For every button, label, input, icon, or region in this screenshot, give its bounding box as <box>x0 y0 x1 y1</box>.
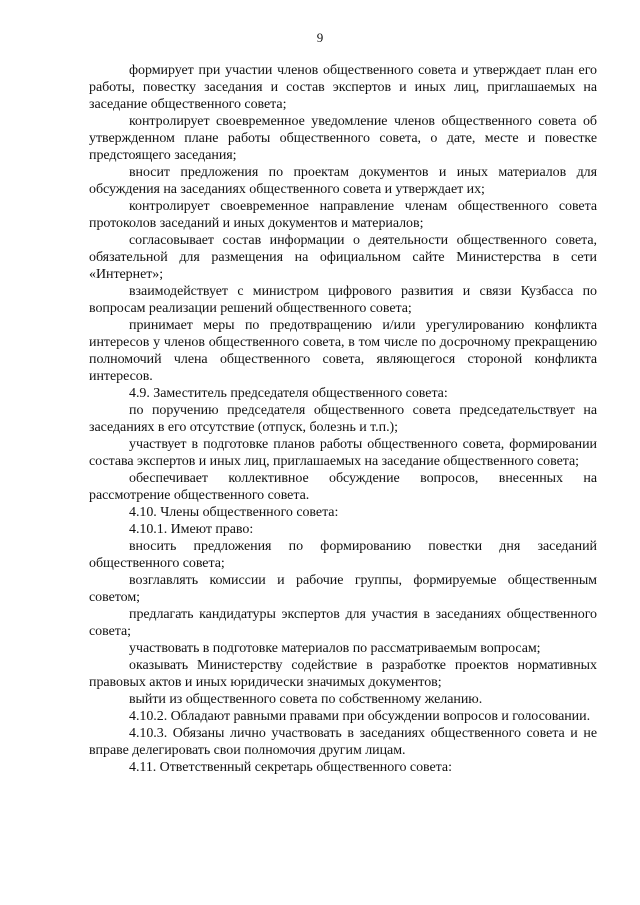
paragraph: принимает меры по предотвращению и/или урегулированию конфликта интересов у членов общественного совета, в том числе по досрочному прекращению полномочий члена общественного совета, являющегося стороной конфликта интересов. <box>89 318 597 384</box>
paragraph: взаимодействует с министром цифрового развития и связи Кузбасса по вопросам реализации решений общественного совета; <box>89 284 597 316</box>
paragraph: по поручению председателя общественного совета председательствует на заседаниях в его отсутствие (отпуск, болезнь и т.п.); <box>89 403 597 435</box>
paragraph: вносить предложения по формированию повестки дня заседаний общественного совета; <box>89 539 597 571</box>
section-heading: 4.11. Ответственный секретарь общественного совета: <box>129 760 452 775</box>
subsection-heading: 4.10.1. Имеют право: <box>129 522 254 537</box>
paragraph: контролирует своевременное направление членам общественного совета протоколов заседаний и иных документов и материалов; <box>89 199 597 231</box>
paragraph: вносит предложения по проектам документов и иных материалов для обсуждения на заседаниях общественного совета и утверждает их; <box>89 165 597 197</box>
section-heading: 4.10. Члены общественного совета: <box>129 505 339 520</box>
paragraph: обеспечивает коллективное обсуждение вопросов, внесенных на рассмотрение общественного совета. <box>89 471 597 503</box>
paragraph: согласовывает состав информации о деятельности общественного совета, обязательной для размещения на официальном сайте Министерства в сети «Интернет»; <box>89 233 597 282</box>
page-number: 9 <box>316 30 324 45</box>
paragraph: предлагать кандидатуры экспертов для участия в заседаниях общественного совета; <box>89 607 597 639</box>
section-heading: 4.9. Заместитель председателя общественного совета: <box>129 386 448 401</box>
paragraph: контролирует своевременное уведомление членов общественного совета об утвержденном плане работы общественного совета, о дате, месте и повестке предстоящего заседания; <box>89 114 597 163</box>
document-body <box>89 62 597 776</box>
paragraph: участвует в подготовке планов работы общественного совета, формировании состава экспертов и иных лиц, приглашаемых на заседание общественного совета; <box>89 437 597 469</box>
paragraph: оказывать Министерству содействие в разработке проектов нормативных правовых актов и иных юридически значимых документов; <box>89 658 597 690</box>
paragraph: 4.10.3. Обязаны лично участвовать в заседаниях общественного совета и не вправе делегировать свои полномочия другим лицам. <box>89 726 597 758</box>
paragraph: участвовать в подготовке материалов по рассматриваемым вопросам; <box>129 641 541 656</box>
paragraph: выйти из общественного совета по собственному желанию. <box>129 692 483 707</box>
paragraph: возглавлять комиссии и рабочие группы, формируемые общественным советом; <box>89 573 597 605</box>
paragraph: 4.10.2. Обладают равными правами при обсуждении вопросов и голосовании. <box>129 709 591 724</box>
paragraph: формирует при участии членов общественного совета и утверждает план его работы, повестку заседания и состав экспертов и иных лиц, приглашаемых на заседание общественного совета; <box>89 63 597 112</box>
